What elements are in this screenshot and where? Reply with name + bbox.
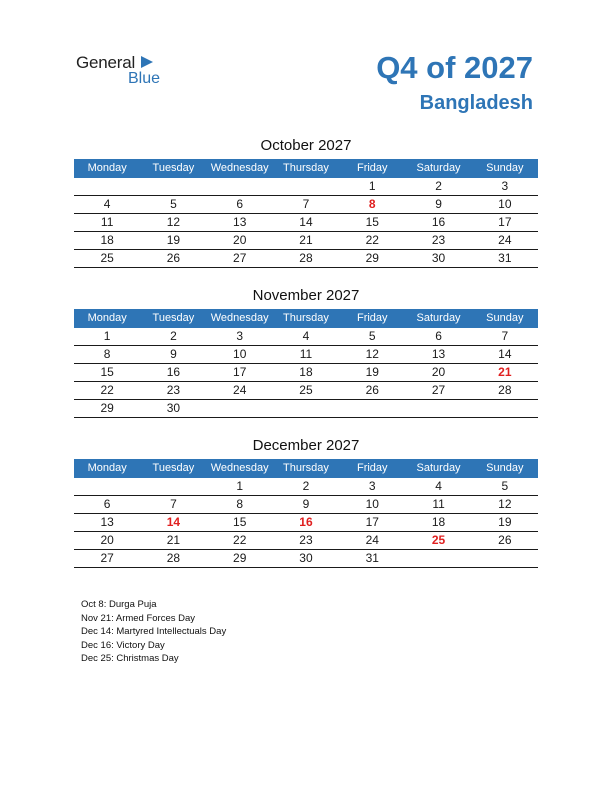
day-cell: 13 xyxy=(431,347,446,361)
day-cell: 29 xyxy=(233,551,247,565)
day-cell: 6 xyxy=(236,197,244,211)
weekday-header xyxy=(74,159,538,178)
day-cell: 28 xyxy=(166,551,181,565)
week-row xyxy=(74,196,538,214)
holiday-list-item: Dec 25: Christmas Day xyxy=(81,653,179,664)
day-cell: 28 xyxy=(498,383,512,397)
day-cell: 27 xyxy=(431,383,446,397)
day-cell: 1 xyxy=(236,479,244,493)
day-cell: 7 xyxy=(302,197,310,211)
day-cell: 11 xyxy=(299,347,313,361)
day-cell: 2 xyxy=(435,179,442,193)
weekday-label: Thursday xyxy=(283,462,329,474)
week-row xyxy=(74,400,538,418)
weekday-label: Tuesday xyxy=(152,462,195,474)
day-cell: 12 xyxy=(166,215,181,229)
day-cell: 30 xyxy=(166,401,181,415)
day-cell xyxy=(472,550,538,567)
day-cell xyxy=(140,178,206,195)
flag-icon xyxy=(140,55,154,69)
day-cell xyxy=(74,478,140,495)
day-cell xyxy=(207,178,273,195)
day-cell: 22 xyxy=(365,233,379,247)
day-cell: 30 xyxy=(299,551,313,565)
day-cell: 9 xyxy=(302,497,310,511)
day-cell: 5 xyxy=(170,197,177,211)
week-row xyxy=(74,250,538,268)
day-cell: 24 xyxy=(498,233,512,247)
weekday-label: Wednesday xyxy=(210,312,269,324)
month-title: November 2027 xyxy=(252,287,360,304)
logo-text-general: General xyxy=(76,53,136,72)
weekday-label: Saturday xyxy=(416,462,461,474)
day-cell: 1 xyxy=(103,329,111,343)
week-row xyxy=(74,496,538,514)
weekday-label: Tuesday xyxy=(152,312,195,324)
holiday-list-item: Oct 8: Durga Puja xyxy=(81,599,157,610)
day-cell: 3 xyxy=(236,329,244,343)
day-cell: 17 xyxy=(233,365,247,379)
day-cell: 3 xyxy=(501,179,509,193)
day-cell: 10 xyxy=(498,197,512,211)
day-cell: 18 xyxy=(431,515,446,529)
day-cell: 5 xyxy=(501,479,509,493)
week-row xyxy=(74,232,538,250)
day-cell: 10 xyxy=(233,347,247,361)
day-cell: 7 xyxy=(170,497,177,511)
day-cell: 2 xyxy=(170,329,177,343)
weekday-label: Friday xyxy=(356,462,388,474)
day-cell xyxy=(405,550,471,567)
day-cell: 23 xyxy=(166,383,181,397)
day-cell: 2 xyxy=(302,479,310,493)
day-cell xyxy=(472,400,538,417)
holiday-day-cell: 14 xyxy=(166,515,181,529)
day-cell xyxy=(140,478,206,495)
day-cell: 19 xyxy=(166,233,181,247)
day-cell: 20 xyxy=(100,533,114,547)
day-cell: 17 xyxy=(498,215,512,229)
day-cell: 6 xyxy=(435,329,442,343)
day-cell: 30 xyxy=(431,251,446,265)
day-cell: 5 xyxy=(368,329,376,343)
day-cell: 16 xyxy=(431,215,446,229)
day-cell: 8 xyxy=(236,497,244,511)
day-cell: 1 xyxy=(368,179,376,193)
day-cell: 31 xyxy=(498,251,512,265)
day-cell xyxy=(339,400,405,417)
week-row xyxy=(74,214,538,232)
day-cell: 20 xyxy=(233,233,247,247)
holiday-day-cell: 21 xyxy=(498,365,512,379)
day-cell: 4 xyxy=(435,479,442,493)
weekday-label: Wednesday xyxy=(210,462,269,474)
day-cell: 22 xyxy=(233,533,247,547)
holiday-list xyxy=(81,598,226,666)
weekday-label: Sunday xyxy=(486,462,524,474)
day-cell: 10 xyxy=(365,497,379,511)
week-row xyxy=(74,550,538,568)
weekday-label: Friday xyxy=(356,162,388,174)
day-cell: 21 xyxy=(166,533,181,547)
weekday-header xyxy=(74,459,538,478)
day-cell: 24 xyxy=(365,533,379,547)
day-cell: 4 xyxy=(302,329,310,343)
day-cell: 11 xyxy=(432,497,445,511)
holiday-list-item: Nov 21: Armed Forces Day xyxy=(81,612,196,624)
holiday-list-item: Dec 14: Martyred Intellectuals Day xyxy=(81,626,227,637)
weekday-header xyxy=(74,309,538,328)
weekday-label: Saturday xyxy=(416,162,461,174)
day-cell: 7 xyxy=(501,329,509,343)
day-cell: 25 xyxy=(100,251,114,265)
week-row xyxy=(74,532,538,550)
week-row xyxy=(74,382,538,400)
weekday-label: Monday xyxy=(87,312,127,324)
holiday-day-cell: 25 xyxy=(431,533,446,547)
weekday-label: Monday xyxy=(87,462,127,474)
day-cell xyxy=(405,400,471,417)
day-cell: 19 xyxy=(498,515,512,529)
week-row xyxy=(74,346,538,364)
day-cell: 9 xyxy=(435,197,442,211)
weekday-label: Wednesday xyxy=(210,162,269,174)
holiday-day-cell: 8 xyxy=(368,197,376,211)
week-row xyxy=(74,364,538,382)
day-cell: 27 xyxy=(233,251,247,265)
weekday-label: Friday xyxy=(356,312,388,324)
day-cell: 23 xyxy=(299,533,313,547)
day-cell: 12 xyxy=(498,497,512,511)
day-cell: 23 xyxy=(431,233,446,247)
day-cell: 4 xyxy=(103,197,111,211)
weekday-label: Monday xyxy=(87,162,127,174)
day-cell: 27 xyxy=(100,551,114,565)
weekday-label: Saturday xyxy=(416,312,461,324)
page-title: Q4 of 2027 xyxy=(376,50,533,85)
logo-text-blue: Blue xyxy=(128,70,161,87)
month-title: December 2027 xyxy=(252,437,360,454)
day-cell: 18 xyxy=(100,233,114,247)
day-cell: 12 xyxy=(365,347,379,361)
day-cell: 14 xyxy=(498,347,512,361)
day-cell: 24 xyxy=(233,383,247,397)
day-cell: 15 xyxy=(233,515,247,529)
week-row xyxy=(74,478,538,496)
day-cell: 29 xyxy=(365,251,379,265)
holiday-day-cell: 16 xyxy=(299,515,313,529)
day-cell xyxy=(273,178,339,195)
weekday-label: Tuesday xyxy=(152,162,195,174)
day-cell: 13 xyxy=(100,515,114,529)
day-cell: 20 xyxy=(431,365,446,379)
day-cell: 14 xyxy=(299,215,313,229)
day-cell: 15 xyxy=(365,215,379,229)
day-cell: 13 xyxy=(233,215,247,229)
day-cell: 9 xyxy=(170,347,177,361)
month-october xyxy=(74,137,538,268)
weekday-label: Thursday xyxy=(283,162,329,174)
month-november xyxy=(74,287,538,418)
day-cell: 17 xyxy=(365,515,379,529)
day-cell: 16 xyxy=(166,365,181,379)
day-cell: 22 xyxy=(100,383,114,397)
month-december xyxy=(74,437,538,568)
week-row xyxy=(74,328,538,346)
day-cell: 11 xyxy=(100,215,114,229)
day-cell xyxy=(207,400,273,417)
day-cell xyxy=(74,178,140,195)
day-cell xyxy=(273,400,339,417)
day-cell: 26 xyxy=(365,383,379,397)
month-title: October 2027 xyxy=(260,137,352,154)
weekday-label: Sunday xyxy=(486,312,524,324)
weekday-label: Thursday xyxy=(283,312,329,324)
page-subtitle: Bangladesh xyxy=(419,92,533,114)
weekday-label: Sunday xyxy=(486,162,524,174)
day-cell: 29 xyxy=(100,401,114,415)
day-cell: 6 xyxy=(103,497,111,511)
day-cell: 18 xyxy=(299,365,313,379)
holiday-list-item: Dec 16: Victory Day xyxy=(81,639,165,651)
generalblue-logo xyxy=(76,53,176,89)
day-cell: 31 xyxy=(365,551,379,565)
day-cell: 25 xyxy=(299,383,313,397)
week-row xyxy=(74,178,538,196)
day-cell: 26 xyxy=(166,251,181,265)
week-row xyxy=(74,514,538,532)
day-cell: 8 xyxy=(103,347,111,361)
day-cell: 3 xyxy=(368,479,376,493)
day-cell: 28 xyxy=(299,251,313,265)
day-cell: 15 xyxy=(100,365,114,379)
day-cell: 26 xyxy=(498,533,512,547)
day-cell: 21 xyxy=(299,233,313,247)
day-cell: 19 xyxy=(365,365,379,379)
